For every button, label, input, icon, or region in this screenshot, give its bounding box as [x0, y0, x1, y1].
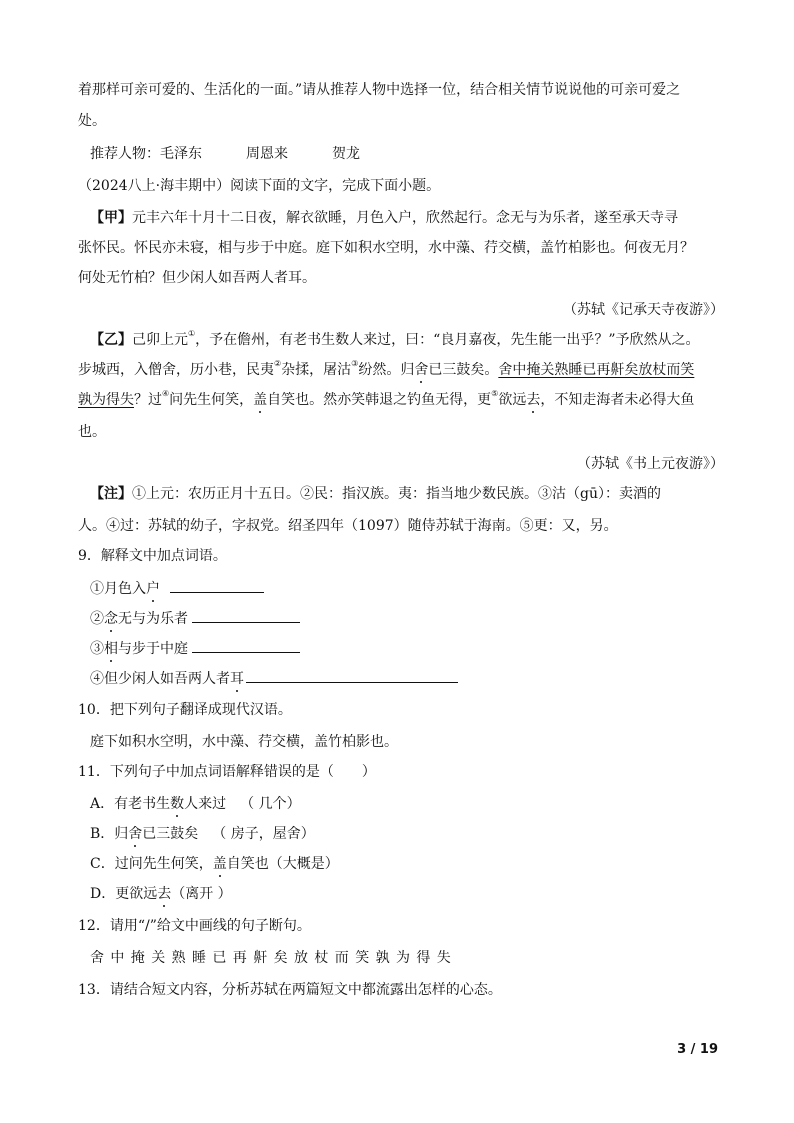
- q12-title: 12．请用“/”给文中画线的句子断句。: [78, 918, 311, 934]
- yi-line-2: [78, 360, 694, 380]
- dotted-word: 耳: [230, 671, 244, 687]
- q9-item-3: [90, 638, 300, 658]
- option-text: 有老书生: [114, 796, 171, 812]
- q10-sentence: 庭下如积水空明，水中藻、荇交横，盖竹柏影也。: [90, 734, 398, 750]
- yi-text: ，予在儋州，有老书生数人来过，曰：“良月嘉夜，先生能一出乎？”予欣然从之。: [195, 332, 700, 348]
- dotted-word: 盖: [212, 856, 227, 872]
- q9-text: ②: [90, 611, 104, 627]
- answer-blank[interactable]: [192, 638, 300, 653]
- q9-item-2: [90, 608, 300, 628]
- source-header: （2024八上·海丰期中）阅读下面的文字，完成下面小题。: [78, 178, 441, 194]
- yi-line-3: [78, 390, 694, 410]
- yi-line-1: [90, 330, 699, 350]
- q10-title: 10．把下列句子翻译成现代汉语。: [78, 702, 292, 718]
- recommend-line: [90, 144, 360, 164]
- jia-line-1: [90, 208, 678, 228]
- yi-line-4: 也。: [78, 424, 106, 440]
- dotted-word: 舍: [128, 826, 143, 842]
- jia-line-3: 何处无竹柏？但少闲人如吾两人者耳。: [78, 270, 316, 286]
- option-letter: D．: [90, 886, 116, 902]
- footnote-marker: ③: [351, 359, 359, 368]
- answer-blank[interactable]: [192, 608, 300, 623]
- intro-line-2: 处。: [78, 113, 106, 129]
- option-text: 更欲远: [115, 886, 158, 902]
- q11-option-b[interactable]: [90, 824, 315, 844]
- q11-option-c[interactable]: [90, 854, 339, 874]
- option-text: 人来过: [184, 796, 227, 812]
- q9-text: 与步于中庭: [118, 641, 188, 657]
- answer-blank[interactable]: [170, 578, 264, 593]
- footnote-marker: ⑤: [491, 389, 499, 398]
- q9-title: 9．解释文中加点词语。: [78, 548, 227, 564]
- footnote-marker: ④: [162, 389, 170, 398]
- option-letter: B．: [90, 826, 115, 842]
- footnote-marker: ②: [274, 359, 282, 368]
- underlined-sentence: 舍中掩关熟睡已再鼾矣放杖而笑: [498, 362, 695, 378]
- notes-text: ①上元：农历正月十五日。②民：指汉族。夷：指当地少数民族。③沽（gū）：卖酒的: [132, 486, 661, 502]
- option-gloss: （ 房子，屋舍）: [212, 826, 315, 842]
- q9-text: ③: [90, 641, 104, 657]
- notes-tag: 【注】: [90, 486, 132, 502]
- intro-line-1: 着那样可亲可爱的、生活化的一面。”请从推荐人物中选择一位，结合相关情节说说他的可亲可爱之: [78, 82, 681, 98]
- dotted-word: 念: [104, 611, 118, 627]
- yi-text: 自笑也。然亦笑韩退之钓鱼无得，更: [267, 392, 492, 408]
- q11-option-a[interactable]: [90, 794, 301, 814]
- footnote-marker: ①: [188, 329, 196, 338]
- yi-text: 欲远: [498, 392, 527, 408]
- q9-text: 无与为乐者: [118, 611, 188, 627]
- jia-line-2: 张怀民。怀民亦未寝，相与步于中庭。庭下如积水空明，水中藻、荇交横，盖竹柏影也。何夜无月？: [78, 240, 694, 256]
- yi-text: 纷然。归: [358, 362, 415, 378]
- q9-item-1: [90, 578, 264, 598]
- option-text: 已三鼓矣: [142, 826, 199, 842]
- option-gloss: （离开 ）: [171, 886, 232, 902]
- yi-text: 问先生何笑，: [169, 392, 254, 408]
- page-number: 3 / 19: [677, 1042, 718, 1057]
- option-gloss: （ 几个）: [240, 796, 301, 812]
- yi-tag: 【乙】: [90, 332, 132, 348]
- q9-text: ④但少闲人如吾两人者: [90, 671, 230, 687]
- notes-line-2: 人。④过：苏轼的幼子，字叔党。绍圣四年（1097）随侍苏轼于海南。⑤更：又，另。: [78, 518, 618, 534]
- dotted-word: 去: [526, 392, 541, 408]
- yi-source: （苏轼《书上元夜游》）: [577, 456, 724, 472]
- jia-tag: 【甲】: [90, 210, 132, 226]
- yi-text: 步城西，入僧舍，历小巷，民夷: [78, 362, 274, 378]
- yi-text: 己卯上元: [132, 332, 188, 348]
- dotted-word: 数: [170, 796, 185, 812]
- q13-title: 13．请结合短文内容，分析苏轼在两篇短文中都流露出怎样的心态。: [78, 982, 502, 998]
- person-3: 贺龙: [332, 146, 360, 162]
- option-text: 自笑也: [226, 856, 269, 872]
- dotted-word: 去: [157, 886, 172, 902]
- underlined-sentence: 孰为得失: [78, 392, 134, 408]
- yi-text: 已三鼓矣。: [428, 362, 499, 378]
- option-gloss: （大概是）: [268, 856, 339, 872]
- answer-blank[interactable]: [246, 668, 458, 683]
- dotted-word: 盖: [253, 392, 268, 408]
- option-letter: A．: [90, 796, 115, 812]
- jia-text-1: 元丰六年十月十二日夜，解衣欲睡，月色入户，欣然起行。念无与为乐者，遂至承天寺寻: [132, 210, 678, 226]
- option-letter: C．: [90, 856, 115, 872]
- recommend-label: 推荐人物：: [90, 146, 160, 162]
- q12-sentence: 舍中掩关熟睡已再鼾矣放杖而笑孰为得失: [90, 950, 458, 966]
- jia-source: （苏轼《记承天寺夜游》）: [563, 302, 724, 318]
- yi-text: ？过: [134, 392, 162, 408]
- q9-text: ①月色入: [90, 581, 146, 597]
- dotted-word: 户: [146, 581, 160, 597]
- person-2: 周恩来: [246, 146, 288, 162]
- dotted-word: 相: [104, 641, 118, 657]
- dotted-word: 舍: [414, 362, 429, 378]
- yi-text: 杂揉，屠沽: [281, 362, 352, 378]
- q9-item-4: [90, 668, 458, 688]
- person-1: 毛泽东: [160, 146, 202, 162]
- q11-option-d[interactable]: [90, 884, 232, 904]
- option-text: 归: [114, 826, 129, 842]
- notes-line-1: [90, 484, 661, 504]
- option-text: 过问先生何笑，: [114, 856, 213, 872]
- q11-title: 11．下列句子中加点词语解释错误的是（ ）: [78, 764, 376, 780]
- yi-text: ，不知走海者未必得大鱼: [540, 392, 695, 408]
